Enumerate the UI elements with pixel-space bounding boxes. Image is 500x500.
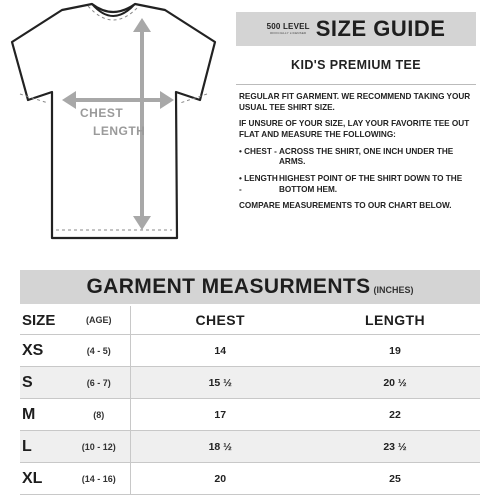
age-cell: (14 - 16) bbox=[68, 463, 130, 495]
table-row bbox=[20, 463, 480, 495]
size-cell: S bbox=[20, 367, 68, 399]
brand-logo bbox=[267, 23, 310, 35]
measurements-unit: (INCHES) bbox=[373, 285, 414, 295]
length-label: LENGTH bbox=[93, 124, 146, 138]
chest-cell: 17 bbox=[130, 399, 310, 431]
table-row bbox=[20, 335, 480, 367]
measure-instructions: IF UNSURE OF YOUR SIZE, LAY YOUR FAVORITE TEE OUT FLAT AND MEASURE THE FOLLOWING: bbox=[239, 119, 470, 139]
table-row bbox=[20, 399, 480, 431]
closing-text: COMPARE MEASUREMENTS TO OUR CHART BELOW. bbox=[239, 201, 452, 211]
intro-text: REGULAR FIT GARMENT. WE RECOMMEND TAKING YOUR USUAL TEE SHIRT SIZE. bbox=[239, 92, 471, 112]
guide-instructions bbox=[239, 92, 475, 218]
chest-cell: 14 bbox=[130, 335, 310, 367]
chest-cell: 15 ½ bbox=[130, 367, 310, 399]
header-length: LENGTH bbox=[310, 306, 480, 335]
chest-cell: 18 ½ bbox=[130, 431, 310, 463]
definition-desc: HIGHEST POINT OF THE SHIRT DOWN TO THE BOTTOM HEM. bbox=[279, 173, 463, 194]
size-cell: L bbox=[20, 431, 68, 463]
divider bbox=[236, 84, 476, 85]
header-age: (AGE) bbox=[68, 306, 130, 335]
length-cell: 22 bbox=[310, 399, 480, 431]
header-size: SIZE bbox=[20, 306, 68, 335]
size-table bbox=[20, 306, 480, 495]
shirt-diagram bbox=[0, 0, 230, 250]
definition-term: • CHEST - bbox=[239, 146, 277, 156]
header-chest: CHEST bbox=[130, 306, 310, 335]
brand-name: 500 LEVEL bbox=[266, 22, 310, 31]
length-cell: 19 bbox=[310, 335, 480, 367]
measurements-header bbox=[20, 270, 480, 304]
chest-label: CHEST bbox=[80, 106, 124, 120]
definition-term: • LENGTH - bbox=[239, 173, 278, 194]
length-cell: 20 ½ bbox=[310, 367, 480, 399]
definition-length bbox=[239, 174, 475, 195]
table-row bbox=[20, 431, 480, 463]
age-cell: (8) bbox=[68, 399, 130, 431]
size-guide-panel bbox=[236, 12, 476, 240]
age-cell: (4 - 5) bbox=[68, 335, 130, 367]
brand-tagline: OFFICIALLY LICENSED bbox=[269, 31, 307, 35]
size-cell: XL bbox=[20, 463, 68, 495]
length-cell: 25 bbox=[310, 463, 480, 495]
size-cell: M bbox=[20, 399, 68, 431]
table-row bbox=[20, 367, 480, 399]
table-header-row bbox=[20, 306, 480, 335]
definition-chest bbox=[239, 147, 475, 168]
size-cell: XS bbox=[20, 335, 68, 367]
length-cell: 23 ½ bbox=[310, 431, 480, 463]
age-cell: (6 - 7) bbox=[68, 367, 130, 399]
size-guide-title: SIZE GUIDE bbox=[315, 16, 446, 41]
definition-desc: ACROSS THE SHIRT, ONE INCH UNDER THE ARMS. bbox=[279, 146, 454, 167]
age-cell: (10 - 12) bbox=[68, 431, 130, 463]
chest-cell: 20 bbox=[130, 463, 310, 495]
size-guide-header bbox=[236, 12, 476, 46]
measurements-title: GARMENT MEASURMENTS bbox=[86, 275, 371, 298]
product-subtitle: KID'S PREMIUM TEE bbox=[291, 58, 421, 72]
